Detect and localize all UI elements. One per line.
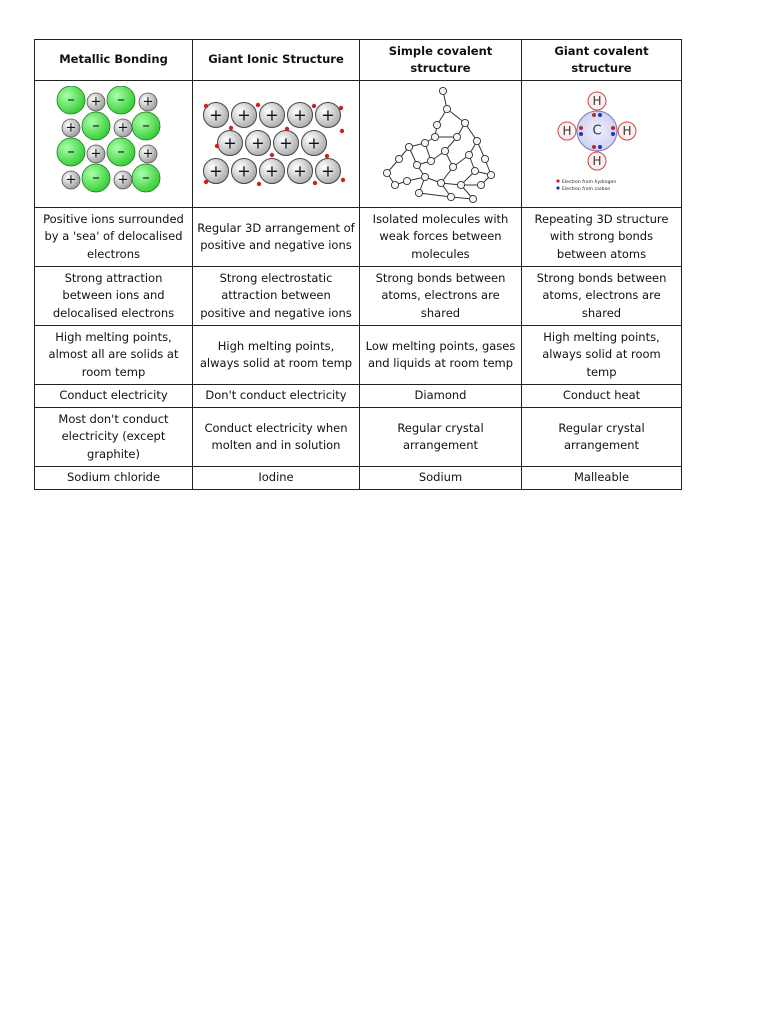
electron-dot xyxy=(257,182,261,186)
table-cell: High melting points, always solid at room temp xyxy=(193,326,360,385)
table-cell: High melting points, almost all are solids at room temp xyxy=(35,326,193,385)
table-cell: Iodine xyxy=(193,467,360,490)
hydrogen-label: H xyxy=(591,154,602,168)
image-row xyxy=(35,81,682,208)
molecular-structure-diagram xyxy=(381,85,501,203)
table-header-row xyxy=(35,40,682,81)
table-cell: Low melting points, gases and liquids at room temp xyxy=(360,326,522,385)
minus-sign: – xyxy=(116,90,125,108)
electron-dot xyxy=(204,180,208,184)
plus-sign: + xyxy=(142,146,153,162)
table-cell: Strong bonds between atoms, electrons are shared xyxy=(522,267,682,326)
minus-sign: – xyxy=(116,142,125,160)
table-row xyxy=(35,467,682,490)
electron-dot xyxy=(312,104,316,108)
table-row xyxy=(35,408,682,467)
metallic-lattice-diagram xyxy=(55,86,173,202)
table-cell: High melting points, always solid at room temp xyxy=(522,326,682,385)
carbon-electron-dot xyxy=(579,132,583,136)
plus-sign: + xyxy=(209,161,223,181)
covalent-bond xyxy=(419,193,451,197)
minus-sign: – xyxy=(91,116,100,134)
table-row xyxy=(35,385,682,408)
minus-sign: – xyxy=(66,142,75,160)
atom xyxy=(487,171,494,178)
table-cell: Sodium chloride xyxy=(35,467,193,490)
electron-dot xyxy=(340,129,344,133)
hydrogen-label: H xyxy=(621,124,632,138)
electron-dot xyxy=(270,153,274,157)
table-row xyxy=(35,208,682,267)
table-cell: Most don't conduct electricity (except graphite) xyxy=(35,408,193,467)
table-cell: Regular crystal arrangement xyxy=(522,408,682,467)
plus-sign: + xyxy=(265,105,279,125)
plus-sign: + xyxy=(237,161,251,181)
electron-dot xyxy=(339,106,343,110)
minus-sign: – xyxy=(91,168,100,186)
atom xyxy=(449,163,456,170)
hydrogen-label: H xyxy=(561,124,572,138)
atom xyxy=(427,157,434,164)
hydrogen-electron-dot xyxy=(579,126,583,130)
electron-dot xyxy=(285,127,289,131)
atom xyxy=(421,173,428,180)
legend-carbon-text: Electron from carbon xyxy=(561,187,610,192)
plus-sign: + xyxy=(90,94,101,110)
metallic-diagram-cell xyxy=(35,81,193,208)
legend-carbon-dot xyxy=(556,186,559,189)
hydrogen-label: H xyxy=(591,94,602,108)
electron-dot xyxy=(229,126,233,130)
plus-sign: + xyxy=(237,105,251,125)
hydrogen-electron-dot xyxy=(611,126,615,130)
table-cell: Regular crystal arrangement xyxy=(360,408,522,467)
atom xyxy=(473,137,480,144)
atom xyxy=(405,143,412,150)
table-cell: Isolated molecules with weak forces between molecules xyxy=(360,208,522,267)
table-cell: Conduct electricity xyxy=(35,385,193,408)
methane-diagram-cell xyxy=(522,81,682,208)
ionic-lattice-diagram xyxy=(203,102,349,186)
header-metallic-bonding: Metallic Bonding xyxy=(35,40,193,81)
atom xyxy=(413,161,420,168)
atom xyxy=(469,195,476,202)
plus-sign: + xyxy=(117,120,128,136)
table-cell: Malleable xyxy=(522,467,682,490)
atom xyxy=(421,139,428,146)
bonding-comparison-table xyxy=(34,39,682,490)
header-simple-covalent: Simple covalent structure xyxy=(360,40,522,81)
table-row xyxy=(35,326,682,385)
plus-sign: + xyxy=(117,172,128,188)
atom xyxy=(477,181,484,188)
atom xyxy=(437,179,444,186)
minus-sign: – xyxy=(66,90,75,108)
plus-sign: + xyxy=(279,133,293,153)
table-cell: Sodium xyxy=(360,467,522,490)
atom xyxy=(395,155,402,162)
header-giant-covalent: Giant covalent structure xyxy=(522,40,682,81)
covalent-diagram-cell xyxy=(360,81,522,208)
electron-dot xyxy=(215,144,219,148)
header-giant-ionic: Giant Ionic Structure xyxy=(193,40,360,81)
atom xyxy=(391,181,398,188)
table-cell: Strong electrostatic attraction between positive and negative ions xyxy=(193,267,360,326)
atom xyxy=(447,193,454,200)
table-cell: Strong bonds between atoms, electrons are shared xyxy=(360,267,522,326)
hydrogen-electron-dot xyxy=(592,113,596,117)
atom xyxy=(439,87,446,94)
atom xyxy=(471,167,478,174)
carbon-label: C xyxy=(591,123,602,139)
electron-dot xyxy=(204,104,208,108)
plus-sign: + xyxy=(223,133,237,153)
electron-dot xyxy=(313,181,317,185)
atom xyxy=(433,121,440,128)
table-cell: Conduct electricity when molten and in solution xyxy=(193,408,360,467)
atom xyxy=(457,181,464,188)
methane-dot-cross-diagram xyxy=(552,85,652,203)
plus-sign: + xyxy=(251,133,265,153)
plus-sign: + xyxy=(90,146,101,162)
atom xyxy=(453,133,460,140)
electron-dot xyxy=(256,103,260,107)
ionic-diagram-cell xyxy=(193,81,360,208)
plus-sign: + xyxy=(293,105,307,125)
electron-dot xyxy=(325,154,329,158)
table-cell: Strong attraction between ions and delocalised electrons xyxy=(35,267,193,326)
plus-sign: + xyxy=(65,120,76,136)
plus-sign: + xyxy=(209,105,223,125)
plus-sign: + xyxy=(307,133,321,153)
carbon-electron-dot xyxy=(598,145,602,149)
atom xyxy=(383,169,390,176)
hydrogen-electron-dot xyxy=(592,145,596,149)
plus-sign: + xyxy=(65,172,76,188)
plus-sign: + xyxy=(142,94,153,110)
minus-sign: – xyxy=(141,116,150,134)
plus-sign: + xyxy=(265,161,279,181)
atom xyxy=(443,105,450,112)
plus-sign: + xyxy=(321,105,335,125)
atom xyxy=(465,151,472,158)
legend-hydrogen-dot xyxy=(556,179,559,182)
table-cell: Repeating 3D structure with strong bonds between atoms xyxy=(522,208,682,267)
atom xyxy=(403,177,410,184)
table-cell: Conduct heat xyxy=(522,385,682,408)
atom xyxy=(441,147,448,154)
plus-sign: + xyxy=(293,161,307,181)
atom xyxy=(415,189,422,196)
minus-sign: – xyxy=(141,168,150,186)
plus-sign: + xyxy=(321,161,335,181)
table-row xyxy=(35,267,682,326)
electron-dot xyxy=(341,178,345,182)
table-cell: Diamond xyxy=(360,385,522,408)
atom xyxy=(431,133,438,140)
table-cell: Don't conduct electricity xyxy=(193,385,360,408)
legend-hydrogen-text: Electron from hydrogen xyxy=(561,180,616,185)
atom xyxy=(461,119,468,126)
atom xyxy=(481,155,488,162)
table-cell: Positive ions surrounded by a 'sea' of delocalised electrons xyxy=(35,208,193,267)
table-cell: Regular 3D arrangement of positive and negative ions xyxy=(193,208,360,267)
carbon-electron-dot xyxy=(598,113,602,117)
carbon-electron-dot xyxy=(611,132,615,136)
